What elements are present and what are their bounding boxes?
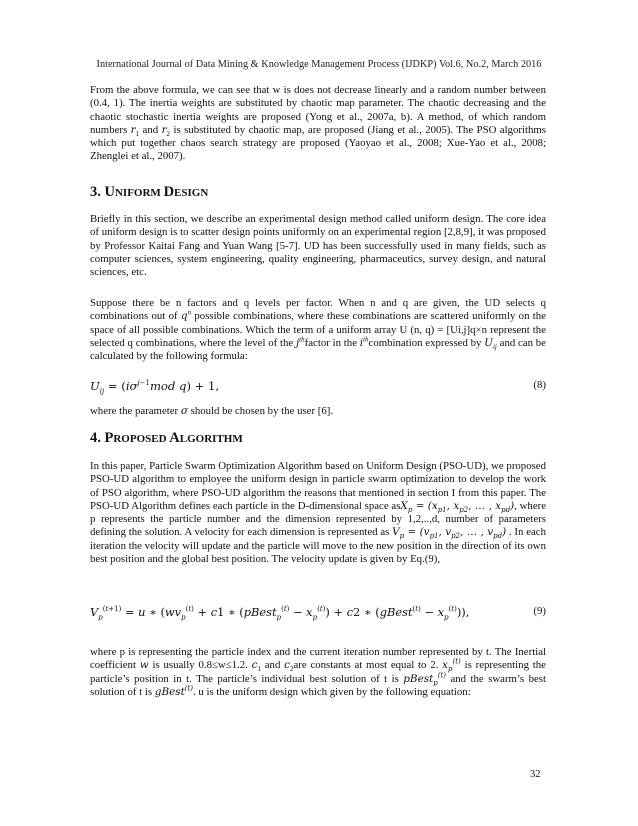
running-header: International Journal of Data Mining & Knowledge Management Process (IJDKP) Vol.6, No.2, March 2016	[96, 59, 542, 70]
equation-9: $V_p^{(t+1)} = u$ ∗ ($wv_p^{(t)} + c1$ ∗ (pBest$_p^{(t)}$ − $x_p^{(t)}) + c2$ ∗ (gBest$^{(t)}$ − $x_p^{(t)}$)), (9)	[90, 605, 546, 622]
section-heading-uniform-design: 3. UNIFORM DESIGN	[90, 184, 209, 200]
intro-paragraph: From the above formula, we can see that w is does not decrease linearly and a random number between (0.4, 1). The inertia weights are substituted by chaotic map parameter. The chaotic decreasing and the chaotic stochastic inertia weights are proposed (Yong et al., 2007a, b). A method, of which random numbers $r_1$ and $r_2$ is substituted by chaotic map, are proposed (Jiang et al., 2005). The PSO algorithms which put together chaos search strategy are proposed (Yaoyao et al., 2008; Xue-Yao et al., 2008; Zhenglei et al., 2007).	[90, 84, 546, 163]
pso-ud-paragraph: In this paper, Particle Swarm Optimization Algorithm based on Uniform Design (PSO-UD), we proposed PSO-UD algorithm to employee the uniform design in particle swarm optimization to develop the work of PSO algorithm, where PSO-UD algorithm the reasons that mentioned in section I from this paper. The PSO-UD Algorithm defines each particle in the D-dimensional space $asX_p = (x_{p1}$, $x_{p2}$, … , $x_{pd}$), where p represents the particle number and the dimension represented by 1,2,..,d, number of parameters defining the solution. A velocity for each dimension is represented as $V_p = (v_{p1}$, $v_{p2}$, … , $v_{pd}$) . In each iteration the velocity will update and the particle will move to the new position in the direction of its own best position and the global best position. The velocity update is given by Eq.(9),	[90, 460, 547, 566]
uniform-design-paragraph-2: Suppose there be n factors and q levels per factor. When n and q are given, the UD selects q combinations out of $q^n$ possible combinations, where these combinations are scattered uniformly on the space of all possible combinations. Which the term of a uniform array U (n, q) = [Ui,j]q×n represent the selected q combinations, where the level of the $j^{th}factor$ in the $i^{th}combination$ expressed by $U_{ij}$ and can be calculated by the following formula:	[90, 297, 546, 363]
equation-8: $U_{ij} = (i\sigma^{j-1}mod$ q) + 1, (8)	[90, 379, 546, 396]
section-heading-proposed-algorithm: 4. PROPOSED ALGORITHM	[90, 430, 243, 446]
equation-8-number: (8)	[533, 379, 546, 391]
equation-9-number: (9)	[533, 605, 546, 617]
uniform-design-paragraph-1: Briefly in this section, we describe an experimental design method called uniform design. The core idea of uniform design is to scatter design points uniformly on an experimental region [2,8,9], it was proposed by Professor Kaitai Fang and Yuan Wang [5-7]. UD has been successfully used in many fields, such as computer sciences, system engineering, quality engineering, pharmaceutics, survey design, and natural sciences, etc.	[90, 213, 546, 279]
variables-paragraph: where p is representing the particle index and the current iteration number represented by t. The Inertial coefficient w is usually 0.8≤w≤1.2. $c_1$ and $c_2are$ constants at most equal to 2. $x_p^{(t)}$ is representing the particle’s position in t. The particle’s individual best solution of t is pBest$_p^{(t)}$ and the swarm’s best solution of t is gBest$^{(t)}$. u is the uniform design which given by the following equation:	[90, 646, 546, 698]
sigma-paragraph: where the parameter σ should be chosen by the user [6].	[90, 405, 334, 417]
page-number: 32	[530, 769, 541, 780]
